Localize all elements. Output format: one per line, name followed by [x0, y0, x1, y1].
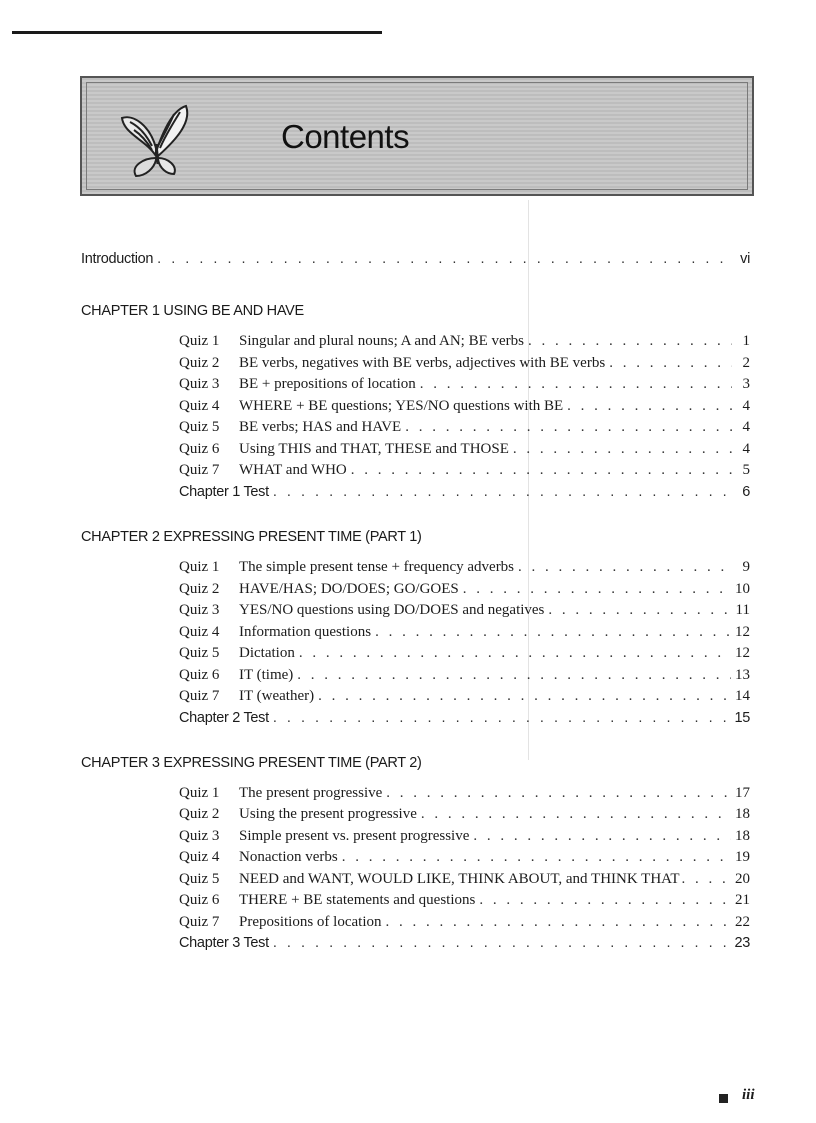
quiz-label: Quiz 2	[179, 355, 220, 371]
toc-page-number: 15	[734, 710, 750, 726]
quiz-label: Quiz 6	[179, 441, 220, 457]
toc-entry-title: Simple present vs. present progressive	[239, 828, 470, 844]
quiz-label: Quiz 5	[179, 419, 220, 435]
toc-entry-title: Singular and plural nouns; A and AN; BE verbs	[239, 333, 524, 349]
butterfly-icon	[116, 100, 196, 180]
toc-entry-title: YES/NO questions using DO/DOES and negatives	[239, 602, 545, 618]
leader-dots	[342, 849, 731, 866]
quiz-label: Quiz 5	[179, 871, 220, 887]
footer-square-icon	[719, 1094, 728, 1103]
toc-entry[interactable]	[179, 828, 750, 845]
quiz-label: Quiz 4	[179, 398, 220, 414]
toc-page-number: 6	[742, 484, 750, 500]
toc-entry-title: Prepositions of location	[239, 914, 382, 930]
toc-entry-title: Chapter 3 Test	[179, 935, 269, 951]
leader-dots	[273, 484, 732, 500]
toc-page-number: 13	[735, 667, 750, 683]
toc-entry[interactable]	[179, 624, 750, 641]
toc-page-number: 19	[735, 849, 750, 865]
toc-entry[interactable]	[179, 602, 750, 619]
leader-dots	[375, 624, 731, 641]
quiz-label: Quiz 5	[179, 645, 220, 661]
toc-chapter-test[interactable]	[179, 484, 750, 500]
leader-dots	[386, 785, 731, 802]
toc-page-number: 12	[735, 624, 750, 640]
toc-entry-title: NEED and WANT, WOULD LIKE, THINK ABOUT, and THINK THAT	[239, 871, 680, 887]
toc-entry-title: BE + prepositions of location	[239, 376, 416, 392]
toc-entry-title: IT (weather)	[239, 688, 315, 704]
toc-entry-title: The simple present tense + frequency adverbs	[239, 559, 515, 575]
quiz-label: Quiz 1	[179, 333, 220, 349]
toc-entry-title: BE verbs, negatives with BE verbs, adjectives with BE verbs	[239, 355, 606, 371]
toc-entry[interactable]	[179, 398, 750, 415]
quiz-label: Quiz 4	[179, 849, 220, 865]
toc-entry[interactable]	[179, 333, 750, 350]
chapter-heading: CHAPTER 1 USING BE AND HAVE	[81, 303, 304, 319]
toc-page-number: 22	[735, 914, 750, 930]
toc-entry[interactable]	[179, 355, 750, 372]
quiz-label: Quiz 2	[179, 806, 220, 822]
quiz-label: Quiz 4	[179, 624, 220, 640]
toc-chapter-test[interactable]	[179, 935, 750, 951]
toc-entry[interactable]	[179, 462, 750, 479]
quiz-label: Quiz 7	[179, 462, 220, 478]
leader-dots	[273, 710, 731, 726]
leader-dots	[682, 871, 734, 888]
toc-entry[interactable]	[179, 581, 750, 598]
quiz-label: Quiz 1	[179, 785, 220, 801]
leader-dots	[518, 559, 732, 576]
toc-entry-title: Information questions	[239, 624, 372, 640]
toc-page-number: 12	[735, 645, 750, 661]
toc-page-number: 5	[742, 462, 750, 478]
toc-entry[interactable]	[179, 441, 750, 458]
chapter-heading: CHAPTER 2 EXPRESSING PRESENT TIME (PART 1)	[81, 529, 422, 545]
toc-entry[interactable]	[179, 559, 750, 576]
quiz-label: Quiz 2	[179, 581, 220, 597]
toc-entry[interactable]	[179, 806, 750, 823]
toc-page-number: 17	[735, 785, 750, 801]
toc-entry-title: BE verbs; HAS and HAVE	[239, 419, 402, 435]
toc-entry-title: Dictation	[239, 645, 295, 661]
leader-dots	[513, 441, 732, 458]
toc-entry-title: Introduction	[81, 251, 154, 267]
toc-page-number: 9	[742, 559, 750, 575]
toc-entry[interactable]	[179, 645, 750, 662]
toc-page-number: 1	[742, 333, 750, 349]
leader-dots	[473, 828, 731, 845]
leader-dots	[351, 462, 732, 479]
toc-chapter-test[interactable]	[179, 710, 750, 726]
leader-dots	[548, 602, 731, 619]
toc-page-number: 23	[734, 935, 750, 951]
toc-entry-title: Chapter 2 Test	[179, 710, 269, 726]
toc-page-number: 18	[735, 828, 750, 844]
toc-introduction[interactable]	[81, 251, 750, 267]
leader-dots	[420, 376, 732, 393]
toc-entry-title: WHAT and WHO	[239, 462, 347, 478]
toc-entry[interactable]	[179, 849, 750, 866]
quiz-label: Quiz 1	[179, 559, 220, 575]
toc-entry-title: Using THIS and THAT, THESE and THOSE	[239, 441, 509, 457]
leader-dots	[405, 419, 732, 436]
quiz-label: Quiz 6	[179, 892, 220, 908]
quiz-label: Quiz 3	[179, 376, 220, 392]
toc-entry[interactable]	[179, 667, 750, 684]
leader-dots	[157, 251, 732, 267]
toc-entry[interactable]	[179, 892, 750, 909]
toc-entry-title: WHERE + BE questions; YES/NO questions with BE	[239, 398, 564, 414]
leader-dots	[273, 935, 731, 951]
top-rule	[12, 31, 382, 34]
leader-dots	[318, 688, 731, 705]
toc-entry-title: The present progressive	[239, 785, 383, 801]
quiz-label: Quiz 3	[179, 602, 220, 618]
toc-page-number: vi	[740, 251, 750, 267]
toc-page-number: 4	[742, 419, 750, 435]
chapter-heading: CHAPTER 3 EXPRESSING PRESENT TIME (PART 2)	[81, 755, 422, 771]
leader-dots	[299, 645, 731, 662]
toc-page-number: 21	[735, 892, 750, 908]
toc-entry-title: Using the present progressive	[239, 806, 417, 822]
toc-entry-title: IT (time)	[239, 667, 294, 683]
toc-page-number: 2	[742, 355, 750, 371]
footer-page-number: iii	[742, 1087, 755, 1103]
toc-page-number: 11	[735, 602, 750, 618]
quiz-label: Quiz 7	[179, 688, 220, 704]
toc-entry-title: HAVE/HAS; DO/DOES; GO/GOES	[239, 581, 459, 597]
leader-dots	[479, 892, 731, 909]
leader-dots	[567, 398, 732, 415]
leader-dots	[463, 581, 731, 598]
leader-dots	[609, 355, 732, 372]
leader-dots	[528, 333, 732, 350]
page-title: Contents	[281, 118, 410, 155]
toc-entry[interactable]	[179, 785, 750, 802]
toc-entry-title: THERE + BE statements and questions	[239, 892, 476, 908]
toc-entry[interactable]	[179, 914, 750, 931]
quiz-label: Quiz 3	[179, 828, 220, 844]
toc-page-number: 4	[742, 398, 750, 414]
toc-entry[interactable]	[179, 688, 750, 705]
toc-entry-title: Chapter 1 Test	[179, 484, 269, 500]
toc-entry[interactable]	[179, 376, 750, 393]
leader-dots	[386, 914, 732, 931]
toc-entry-title: Nonaction verbs	[239, 849, 338, 865]
toc-entry[interactable]	[179, 871, 750, 888]
quiz-label: Quiz 6	[179, 667, 220, 683]
quiz-label: Quiz 7	[179, 914, 220, 930]
leader-dots	[421, 806, 731, 823]
leader-dots	[297, 667, 731, 684]
toc-page-number: 20	[735, 871, 750, 887]
toc-entry[interactable]	[179, 419, 750, 436]
toc-page-number: 10	[735, 581, 750, 597]
toc-page-number: 18	[735, 806, 750, 822]
toc-page-number: 14	[735, 688, 750, 704]
toc-page-number: 4	[742, 441, 750, 457]
toc-page-number: 3	[742, 376, 750, 392]
